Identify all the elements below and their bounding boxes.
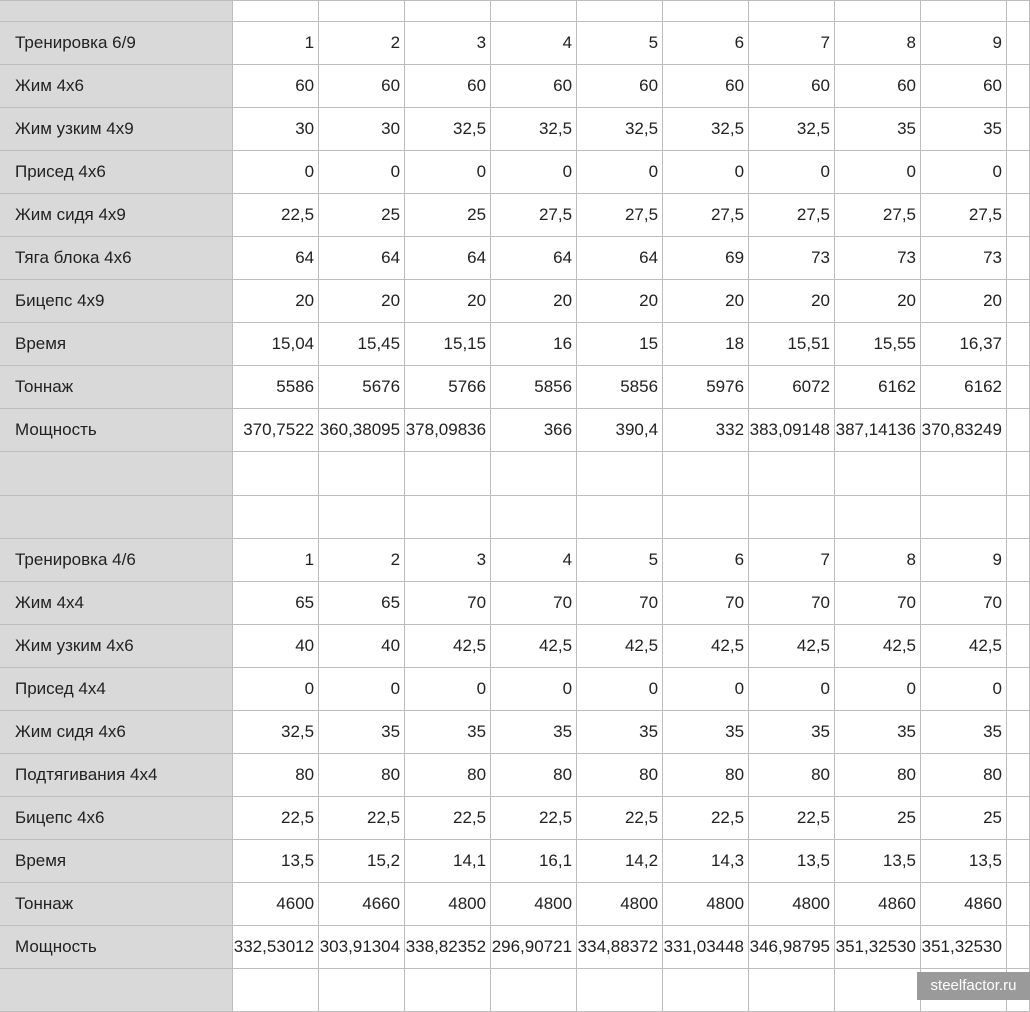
value-cell[interactable]: 0	[319, 668, 405, 711]
row-label-cell[interactable]: Присед 4х6	[0, 151, 233, 194]
value-cell[interactable]: 0	[405, 151, 491, 194]
value-cell[interactable]: 351,32530	[835, 926, 921, 969]
table-row	[0, 22, 1030, 65]
value-cell[interactable]: 25	[921, 797, 1007, 840]
value-cell[interactable]: 0	[405, 668, 491, 711]
value-cell[interactable]: 20	[491, 280, 577, 323]
value-cell[interactable]: 0	[921, 151, 1007, 194]
grid-cell[interactable]	[1006, 582, 1029, 625]
grid-cell[interactable]	[1006, 883, 1029, 926]
value-cell[interactable]: 80	[233, 754, 319, 797]
value-cell[interactable]: 4800	[749, 883, 835, 926]
value-cell[interactable]: 35	[921, 108, 1007, 151]
value-cell[interactable]: 73	[835, 237, 921, 280]
value-cell[interactable]: 15,15	[405, 323, 491, 366]
grid-cell[interactable]	[1006, 1, 1029, 22]
value-cell[interactable]: 70	[663, 582, 749, 625]
value-cell[interactable]: 60	[319, 65, 405, 108]
value-cell[interactable]: 20	[405, 280, 491, 323]
value-cell[interactable]: 331,03448	[663, 926, 749, 969]
grid-cell[interactable]	[577, 452, 663, 496]
value-cell[interactable]: 42,5	[921, 625, 1007, 668]
grid-cell[interactable]	[835, 1, 921, 22]
value-cell[interactable]: 5586	[233, 366, 319, 409]
value-cell[interactable]: 0	[577, 151, 663, 194]
value-cell[interactable]: 42,5	[663, 625, 749, 668]
grid-cell[interactable]	[749, 1, 835, 22]
value-cell[interactable]: 42,5	[405, 625, 491, 668]
value-cell[interactable]: 60	[405, 65, 491, 108]
value-cell[interactable]: 20	[835, 280, 921, 323]
value-cell[interactable]: 60	[835, 65, 921, 108]
value-cell[interactable]: 5	[577, 539, 663, 582]
value-cell[interactable]: 20	[319, 280, 405, 323]
grid-cell[interactable]	[319, 452, 405, 496]
grid-cell[interactable]	[405, 969, 491, 1012]
grid-cell[interactable]	[1006, 237, 1029, 280]
grid-cell[interactable]	[1006, 668, 1029, 711]
value-cell[interactable]: 8	[835, 22, 921, 65]
value-cell[interactable]: 296,90721	[491, 926, 577, 969]
value-cell[interactable]: 70	[577, 582, 663, 625]
grid-cell[interactable]	[1006, 22, 1029, 65]
grid-cell[interactable]	[1006, 65, 1029, 108]
value-cell[interactable]: 5856	[491, 366, 577, 409]
table-row	[0, 926, 1030, 969]
grid-cell[interactable]	[1006, 452, 1029, 496]
value-cell[interactable]: 25	[835, 797, 921, 840]
value-cell[interactable]: 6	[663, 22, 749, 65]
grid-cell[interactable]	[1006, 280, 1029, 323]
grid-cell[interactable]	[1006, 754, 1029, 797]
value-cell[interactable]: 22,5	[491, 797, 577, 840]
value-cell[interactable]: 16,1	[491, 840, 577, 883]
value-cell[interactable]: 60	[663, 65, 749, 108]
value-cell[interactable]: 9	[921, 539, 1007, 582]
value-cell[interactable]: 16	[491, 323, 577, 366]
value-cell[interactable]: 5856	[577, 366, 663, 409]
grid-cell[interactable]	[233, 452, 319, 496]
value-cell[interactable]: 15,04	[233, 323, 319, 366]
value-cell[interactable]: 13,5	[749, 840, 835, 883]
grid-cell[interactable]	[1006, 151, 1029, 194]
value-cell[interactable]: 16,37	[921, 323, 1007, 366]
empty-row	[0, 1, 1030, 22]
value-cell[interactable]: 4	[491, 539, 577, 582]
value-cell[interactable]: 35	[921, 711, 1007, 754]
value-cell[interactable]: 32,5	[749, 108, 835, 151]
table-row	[0, 883, 1030, 926]
table-row	[0, 237, 1030, 280]
grid-cell[interactable]	[921, 1, 1007, 22]
value-cell[interactable]: 27,5	[749, 194, 835, 237]
value-cell[interactable]: 0	[319, 151, 405, 194]
value-cell[interactable]: 15,2	[319, 840, 405, 883]
grid-cell[interactable]	[405, 1, 491, 22]
value-cell[interactable]: 80	[921, 754, 1007, 797]
value-cell[interactable]: 4600	[233, 883, 319, 926]
value-cell[interactable]: 0	[921, 668, 1007, 711]
value-cell[interactable]: 0	[577, 668, 663, 711]
grid-cell[interactable]	[491, 452, 577, 496]
table-row	[0, 323, 1030, 366]
value-cell[interactable]: 20	[233, 280, 319, 323]
grid-cell[interactable]	[1006, 625, 1029, 668]
value-cell[interactable]: 2	[319, 539, 405, 582]
grid-cell[interactable]	[491, 969, 577, 1012]
table-row	[0, 366, 1030, 409]
value-cell[interactable]: 64	[577, 237, 663, 280]
value-cell[interactable]: 22,5	[319, 797, 405, 840]
value-cell[interactable]: 14,1	[405, 840, 491, 883]
value-cell[interactable]: 27,5	[491, 194, 577, 237]
value-cell[interactable]: 360,38095	[319, 409, 405, 452]
value-cell[interactable]: 64	[319, 237, 405, 280]
row-label-cell[interactable]: Подтягивания 4х4	[0, 754, 233, 797]
row-label-cell[interactable]: Бицепс 4х9	[0, 280, 233, 323]
value-cell[interactable]: 25	[405, 194, 491, 237]
value-cell[interactable]: 1	[233, 539, 319, 582]
grid-cell[interactable]	[1006, 711, 1029, 754]
value-cell[interactable]: 20	[663, 280, 749, 323]
row-label-cell[interactable]: Жим 4х6	[0, 65, 233, 108]
value-cell[interactable]: 4660	[319, 883, 405, 926]
value-cell[interactable]: 13,5	[835, 840, 921, 883]
value-cell[interactable]: 35	[405, 711, 491, 754]
grid-cell[interactable]	[663, 496, 749, 539]
grid-cell[interactable]	[663, 969, 749, 1012]
row-label-cell[interactable]: Время	[0, 323, 233, 366]
value-cell[interactable]: 15	[577, 323, 663, 366]
value-cell[interactable]: 370,7522	[233, 409, 319, 452]
value-cell[interactable]: 5766	[405, 366, 491, 409]
grid-cell[interactable]	[921, 452, 1007, 496]
value-cell[interactable]: 5976	[663, 366, 749, 409]
value-cell[interactable]: 80	[319, 754, 405, 797]
value-cell[interactable]: 80	[663, 754, 749, 797]
row-label-cell[interactable]	[0, 969, 233, 1012]
value-cell[interactable]: 35	[491, 711, 577, 754]
grid-cell[interactable]	[1006, 366, 1029, 409]
value-cell[interactable]: 14,2	[577, 840, 663, 883]
table-row	[0, 65, 1030, 108]
value-cell[interactable]: 3	[405, 22, 491, 65]
value-cell[interactable]: 4860	[835, 883, 921, 926]
value-cell[interactable]: 60	[233, 65, 319, 108]
value-cell[interactable]: 13,5	[921, 840, 1007, 883]
value-cell[interactable]: 0	[663, 668, 749, 711]
table-row	[0, 754, 1030, 797]
value-cell[interactable]: 18	[663, 323, 749, 366]
value-cell[interactable]: 5	[577, 22, 663, 65]
row-label-cell[interactable]: Жим узким 4х9	[0, 108, 233, 151]
value-cell[interactable]: 0	[749, 151, 835, 194]
row-label-cell[interactable]: Бицепс 4х6	[0, 797, 233, 840]
value-cell[interactable]: 30	[319, 108, 405, 151]
value-cell[interactable]: 6	[663, 539, 749, 582]
value-cell[interactable]: 3	[405, 539, 491, 582]
row-label-cell[interactable]: Тоннаж	[0, 366, 233, 409]
value-cell[interactable]: 13,5	[233, 840, 319, 883]
value-cell[interactable]: 332	[663, 409, 749, 452]
table-row	[0, 151, 1030, 194]
value-cell[interactable]: 35	[749, 711, 835, 754]
value-cell[interactable]: 0	[491, 668, 577, 711]
value-cell[interactable]: 35	[577, 711, 663, 754]
value-cell[interactable]: 42,5	[577, 625, 663, 668]
value-cell[interactable]: 15,55	[835, 323, 921, 366]
empty-row	[0, 452, 1030, 496]
value-cell[interactable]: 27,5	[577, 194, 663, 237]
value-cell[interactable]: 25	[319, 194, 405, 237]
value-cell[interactable]: 70	[921, 582, 1007, 625]
value-cell[interactable]: 8	[835, 539, 921, 582]
value-cell[interactable]: 22,5	[749, 797, 835, 840]
value-cell[interactable]: 70	[491, 582, 577, 625]
grid-cell[interactable]	[749, 452, 835, 496]
grid-cell[interactable]	[577, 1, 663, 22]
row-label-cell[interactable]	[0, 452, 233, 496]
value-cell[interactable]: 378,09836	[405, 409, 491, 452]
value-cell[interactable]: 4800	[663, 883, 749, 926]
value-cell[interactable]: 0	[233, 151, 319, 194]
value-cell[interactable]: 20	[749, 280, 835, 323]
value-cell[interactable]: 22,5	[405, 797, 491, 840]
value-cell[interactable]: 9	[921, 22, 1007, 65]
value-cell[interactable]: 40	[319, 625, 405, 668]
row-label-cell[interactable]	[0, 1, 233, 22]
grid-cell[interactable]	[405, 496, 491, 539]
row-label-cell[interactable]: Присед 4х4	[0, 668, 233, 711]
value-cell[interactable]: 370,83249	[921, 409, 1007, 452]
grid-cell[interactable]	[233, 496, 319, 539]
row-label-cell[interactable]: Жим сидя 4х6	[0, 711, 233, 754]
value-cell[interactable]: 40	[233, 625, 319, 668]
grid-cell[interactable]	[663, 452, 749, 496]
grid-cell[interactable]	[835, 496, 921, 539]
value-cell[interactable]: 366	[491, 409, 577, 452]
value-cell[interactable]: 332,53012	[233, 926, 319, 969]
value-cell[interactable]: 4860	[921, 883, 1007, 926]
value-cell[interactable]: 69	[663, 237, 749, 280]
grid-cell[interactable]	[319, 1, 405, 22]
grid-cell[interactable]	[1006, 409, 1029, 452]
grid-cell[interactable]	[835, 969, 921, 1012]
value-cell[interactable]: 42,5	[491, 625, 577, 668]
grid-cell[interactable]	[663, 1, 749, 22]
grid-cell[interactable]	[233, 1, 319, 22]
grid-cell[interactable]	[577, 969, 663, 1012]
grid-cell[interactable]	[577, 496, 663, 539]
grid-cell[interactable]	[319, 496, 405, 539]
value-cell[interactable]: 383,09148	[749, 409, 835, 452]
value-cell[interactable]: 7	[749, 22, 835, 65]
value-cell[interactable]: 80	[577, 754, 663, 797]
value-cell[interactable]: 27,5	[663, 194, 749, 237]
value-cell[interactable]: 5676	[319, 366, 405, 409]
table-row	[0, 711, 1030, 754]
value-cell[interactable]: 6162	[835, 366, 921, 409]
value-cell[interactable]: 32,5	[577, 108, 663, 151]
value-cell[interactable]: 0	[233, 668, 319, 711]
value-cell[interactable]: 6162	[921, 366, 1007, 409]
value-cell[interactable]: 387,14136	[835, 409, 921, 452]
value-cell[interactable]: 334,88372	[577, 926, 663, 969]
value-cell[interactable]: 32,5	[491, 108, 577, 151]
value-cell[interactable]: 6072	[749, 366, 835, 409]
row-label-cell[interactable]: Жим узким 4х6	[0, 625, 233, 668]
row-label-cell[interactable]: Тоннаж	[0, 883, 233, 926]
value-cell[interactable]: 30	[233, 108, 319, 151]
value-cell[interactable]: 4800	[491, 883, 577, 926]
value-cell[interactable]: 35	[835, 108, 921, 151]
table-row	[0, 194, 1030, 237]
value-cell[interactable]: 70	[749, 582, 835, 625]
table-row	[0, 409, 1030, 452]
table-row	[0, 797, 1030, 840]
value-cell[interactable]: 60	[577, 65, 663, 108]
value-cell[interactable]: 0	[835, 668, 921, 711]
row-label-cell[interactable]: Тяга блока 4х6	[0, 237, 233, 280]
row-label-cell[interactable]: Тренировка 6/9	[0, 22, 233, 65]
value-cell[interactable]: 27,5	[921, 194, 1007, 237]
value-cell[interactable]: 35	[319, 711, 405, 754]
table-row	[0, 668, 1030, 711]
value-cell[interactable]: 346,98795	[749, 926, 835, 969]
value-cell[interactable]: 64	[491, 237, 577, 280]
grid-cell[interactable]	[1006, 323, 1029, 366]
value-cell[interactable]: 27,5	[835, 194, 921, 237]
value-cell[interactable]: 0	[749, 668, 835, 711]
value-cell[interactable]: 15,51	[749, 323, 835, 366]
row-label-cell[interactable]: Тренировка 4/6	[0, 539, 233, 582]
table-row	[0, 840, 1030, 883]
value-cell[interactable]: 1	[233, 22, 319, 65]
table-row	[0, 625, 1030, 668]
value-cell[interactable]: 35	[835, 711, 921, 754]
grid-cell[interactable]	[1006, 194, 1029, 237]
grid-cell[interactable]	[1006, 539, 1029, 582]
value-cell[interactable]: 70	[835, 582, 921, 625]
value-cell[interactable]: 70	[405, 582, 491, 625]
value-cell[interactable]: 7	[749, 539, 835, 582]
value-cell[interactable]: 22,5	[233, 797, 319, 840]
value-cell[interactable]: 4800	[405, 883, 491, 926]
grid-cell[interactable]	[835, 452, 921, 496]
grid-cell[interactable]	[319, 969, 405, 1012]
value-cell[interactable]: 64	[405, 237, 491, 280]
grid-cell[interactable]	[1006, 496, 1029, 539]
value-cell[interactable]: 60	[921, 65, 1007, 108]
grid-cell[interactable]	[491, 1, 577, 22]
grid-cell[interactable]	[921, 496, 1007, 539]
table-row	[0, 539, 1030, 582]
row-label-cell[interactable]: Мощность	[0, 409, 233, 452]
value-cell[interactable]: 0	[663, 151, 749, 194]
row-label-cell[interactable]: Время	[0, 840, 233, 883]
grid-cell[interactable]	[233, 969, 319, 1012]
value-cell[interactable]: 42,5	[835, 625, 921, 668]
grid-cell[interactable]	[1006, 840, 1029, 883]
value-cell[interactable]: 22,5	[663, 797, 749, 840]
value-cell[interactable]: 80	[491, 754, 577, 797]
value-cell[interactable]: 65	[319, 582, 405, 625]
value-cell[interactable]: 0	[835, 151, 921, 194]
value-cell[interactable]: 32,5	[663, 108, 749, 151]
value-cell[interactable]: 22,5	[577, 797, 663, 840]
value-cell[interactable]: 80	[835, 754, 921, 797]
value-cell[interactable]: 65	[233, 582, 319, 625]
value-cell[interactable]: 35	[663, 711, 749, 754]
value-cell[interactable]: 42,5	[749, 625, 835, 668]
value-cell[interactable]: 80	[405, 754, 491, 797]
table-row	[0, 582, 1030, 625]
watermark: steelfactor.ru	[917, 972, 1030, 1000]
table-row	[0, 108, 1030, 151]
row-label-cell[interactable]: Мощность	[0, 926, 233, 969]
table-row	[0, 280, 1030, 323]
grid-cell[interactable]	[1006, 797, 1029, 840]
value-cell[interactable]: 351,32530	[921, 926, 1007, 969]
value-cell[interactable]: 4800	[577, 883, 663, 926]
grid-cell[interactable]	[749, 969, 835, 1012]
grid-cell[interactable]	[491, 496, 577, 539]
empty-row	[0, 969, 1030, 1012]
grid-cell[interactable]	[405, 452, 491, 496]
value-cell[interactable]: 0	[491, 151, 577, 194]
value-cell[interactable]: 80	[749, 754, 835, 797]
grid-cell[interactable]	[749, 496, 835, 539]
value-cell[interactable]: 73	[749, 237, 835, 280]
value-cell[interactable]: 22,5	[233, 194, 319, 237]
value-cell[interactable]: 2	[319, 22, 405, 65]
value-cell[interactable]: 60	[749, 65, 835, 108]
row-label-cell[interactable]	[0, 496, 233, 539]
grid-cell[interactable]	[1006, 926, 1029, 969]
value-cell[interactable]: 64	[233, 237, 319, 280]
value-cell[interactable]: 60	[491, 65, 577, 108]
value-cell[interactable]: 73	[921, 237, 1007, 280]
row-label-cell[interactable]: Жим сидя 4х9	[0, 194, 233, 237]
grid-cell[interactable]	[1006, 108, 1029, 151]
row-label-cell[interactable]: Жим 4х4	[0, 582, 233, 625]
value-cell[interactable]: 20	[921, 280, 1007, 323]
empty-row	[0, 496, 1030, 539]
value-cell[interactable]: 303,91304	[319, 926, 405, 969]
value-cell[interactable]: 14,3	[663, 840, 749, 883]
value-cell[interactable]: 390,4	[577, 409, 663, 452]
value-cell[interactable]: 32,5	[405, 108, 491, 151]
value-cell[interactable]: 15,45	[319, 323, 405, 366]
value-cell[interactable]: 4	[491, 22, 577, 65]
value-cell[interactable]: 20	[577, 280, 663, 323]
value-cell[interactable]: 338,82352	[405, 926, 491, 969]
value-cell[interactable]: 32,5	[233, 711, 319, 754]
